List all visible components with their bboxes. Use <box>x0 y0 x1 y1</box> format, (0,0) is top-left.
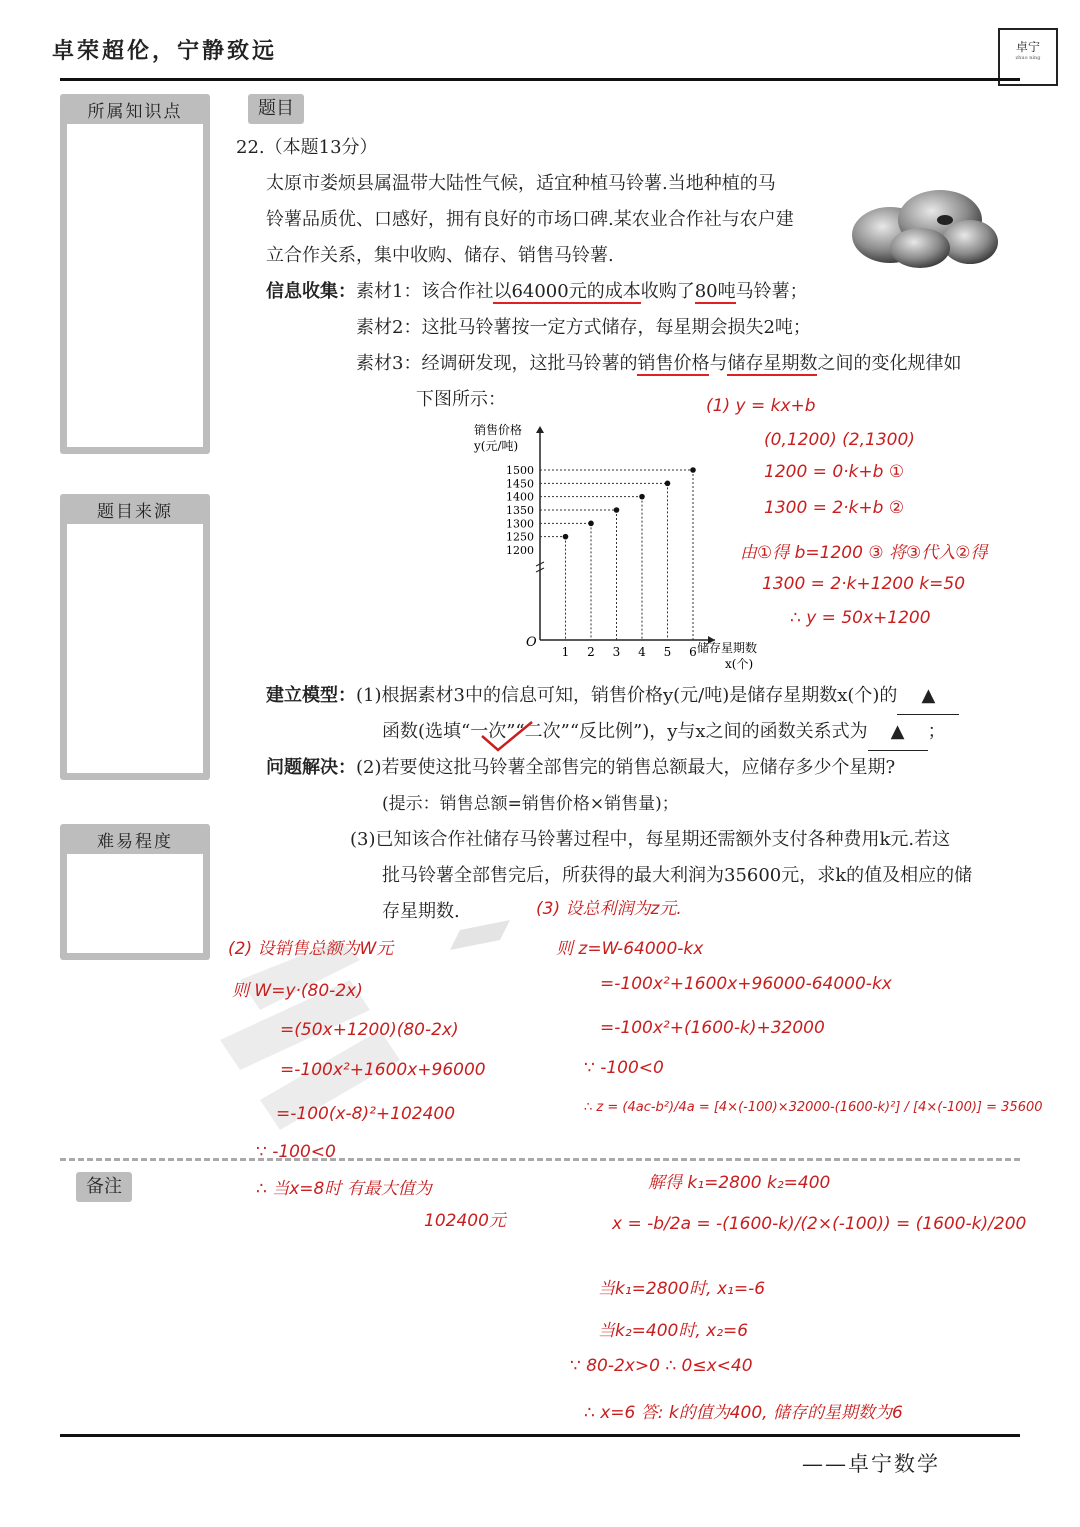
y-axis-unit: y(元/吨) <box>474 439 519 453</box>
question-3-line-1: (3)已知该合作社储存马铃薯过程中，每星期还需额外支付各种费用k元.若这 <box>350 829 951 850</box>
hw-s1-line-4: 1300 = 2·k+b ② <box>764 498 905 518</box>
question-2-hint: (提示：销售总额=销售价格×销售量)； <box>382 794 679 814</box>
y-tick-label: 1200 <box>506 544 534 557</box>
data-point <box>588 521 594 527</box>
answer-blank-1[interactable]: ▲ <box>897 678 959 715</box>
hw-s3-line-4: =-100x²+(1600-k)+32000 <box>600 1018 825 1038</box>
hw-s3-line-12: ∴ x=6 答: k的值为400, 储存的星期数为6 <box>584 1403 903 1423</box>
material-2: 素材2：这批马铃薯按一定方式储存，每星期会损失2吨； <box>356 317 811 338</box>
hw-s2-line-5: =-100(x-8)²+102400 <box>276 1104 456 1124</box>
x-axis-unit: x(个) <box>725 657 754 671</box>
q1-semi: ； <box>927 721 946 742</box>
hw-s2-line-4: =-100x²+1600x+96000 <box>280 1060 486 1080</box>
hw-s1-line-6: 1300 = 2·k+1200 k=50 <box>762 574 966 594</box>
hw-s2-line-1: (2) 设销售总额为W元 <box>228 939 394 959</box>
question-1-line-2 <box>382 714 946 751</box>
data-point <box>665 481 671 487</box>
y-axis-arrow <box>536 426 544 433</box>
footer-brand: ——卓宁数学 <box>802 1452 940 1476</box>
y-tick-label: 1300 <box>506 517 534 531</box>
knowledge-box[interactable] <box>67 124 203 447</box>
difficulty-label: 难易程度 <box>97 832 173 852</box>
q2-text: (2)若要使这批马铃薯全部售完的销售总额最大，应储存多少个星期? <box>356 757 896 778</box>
hw-s1-line-2: (0,1200) (2,1300) <box>764 430 915 450</box>
hw-s3-line-9: 当k₁=2800时, x₁=-6 <box>598 1279 766 1299</box>
y-tick-label: 1350 <box>506 504 534 517</box>
hw-s3-line-7: 解得 k₁=2800 k₂=400 <box>648 1173 831 1193</box>
y-tick-label: 1400 <box>506 490 534 504</box>
potato-image <box>850 180 1000 272</box>
material-3-cont: 下图所示： <box>416 389 506 410</box>
info-label: 信息收集： <box>266 281 356 302</box>
hw-s3-line-8: x = -b/2a = -(1600-k)/(2×(-100)) = (1600-k)/200 <box>612 1214 1027 1234</box>
answer-blank-2[interactable]: ▲ <box>868 714 928 751</box>
m3-c: 与 <box>709 353 728 374</box>
x-tick-label: 2 <box>587 645 595 659</box>
logo-sub: zhuo ning <box>1015 55 1041 61</box>
hw-s3-line-3: =-100x²+1600x+96000-64000-kx <box>600 974 892 994</box>
question-3-line-3: 存星期数. <box>382 901 460 922</box>
hw-s2-line-2: 则 W=y·(80-2x) <box>232 981 363 1001</box>
x-tick-label: 3 <box>612 645 621 659</box>
origin-label: O <box>526 635 537 650</box>
solve-label: 问题解决： <box>266 757 356 778</box>
source-box[interactable] <box>67 524 203 773</box>
hw-s3-line-2: 则 z=W-64000-kx <box>556 939 704 959</box>
source-panel <box>60 494 210 780</box>
y-axis-title: 销售价格 <box>474 423 523 437</box>
question-1-line-1 <box>266 678 959 715</box>
y-tick-label: 1500 <box>506 464 534 477</box>
hw-s2-line-8: 102400元 <box>424 1211 506 1231</box>
header-rule <box>60 78 1020 81</box>
hw-s1-line-1: (1) y = kx+b <box>706 396 816 416</box>
data-point <box>563 534 569 540</box>
m3-price: 销售价格 <box>637 353 710 374</box>
data-point <box>639 494 645 500</box>
intro-line-3: 立合作关系，集中收购、储存、销售马铃薯. <box>266 245 614 266</box>
logo-text: 卓宁 <box>1015 40 1040 54</box>
m1-tons: 80吨 <box>694 281 736 302</box>
m3-a: 素材3：经调研发现，这批马铃薯的 <box>356 353 638 374</box>
q1-a: (1)根据素材3中的信息可知，销售价格y(元/吨)是储存星期数x(个)的 <box>356 685 898 706</box>
source-label: 题目来源 <box>97 502 173 522</box>
data-point <box>614 507 620 513</box>
hw-s3-line-1: (3) 设总利润为z元. <box>536 899 682 919</box>
question-tag: 题目 <box>248 94 304 124</box>
q1-b: 函数(选填“一次”“二次”“反比例”)，y与x之间的函数关系式为 <box>382 721 868 742</box>
hw-s1-line-5: 由①得 b=1200 ③ 将③代入②得 <box>740 543 988 563</box>
y-tick-label: 1250 <box>506 530 534 544</box>
intro-line-1: 太原市娄烦县属温带大陆性气候，适宜种植马铃薯.当地种植的马 <box>266 173 776 194</box>
x-tick-label: 6 <box>689 645 697 659</box>
hw-s2-line-3: =(50x+1200)(80-2x) <box>280 1020 459 1040</box>
m3-e: 之间的变化规律如 <box>817 353 962 374</box>
notes-divider <box>60 1158 1020 1161</box>
m1-e: 马铃薯； <box>735 281 808 302</box>
question-3-line-2: 批马铃薯全部售完后，所获得的最大利润为35600元，求k的值及相应的储 <box>382 865 973 886</box>
hw-s3-line-10: 当k₂=400时, x₂=6 <box>598 1321 749 1341</box>
question-2 <box>266 750 895 786</box>
x-tick-label: 4 <box>638 645 646 659</box>
x-tick-label: 1 <box>561 645 570 659</box>
hw-s3-line-11: ∵ 80-2x>0 ∴ 0≤x<40 <box>570 1356 753 1376</box>
hw-s2-line-7: ∴ 当x=8时 有最大值为 <box>256 1179 432 1199</box>
m3-weeks: 储存星期数 <box>727 353 818 374</box>
hw-s1-line-3: 1200 = 0·k+b ① <box>764 462 905 482</box>
x-tick-label: 5 <box>663 645 672 659</box>
difficulty-box[interactable] <box>67 854 203 953</box>
m1-c: 收购了 <box>640 281 695 302</box>
data-point <box>690 467 696 473</box>
x-axis-title: 储存星期数 <box>697 641 758 655</box>
notes-tag: 备注 <box>76 1172 132 1202</box>
material-1 <box>266 274 808 310</box>
knowledge-panel <box>60 94 210 454</box>
intro-line-2: 铃薯品质优、口感好，拥有良好的市场口碑.某农业合作社与农户建 <box>266 209 794 230</box>
header-motto: 卓荣超伦，宁静致远 <box>52 38 278 64</box>
knowledge-label: 所属知识点 <box>87 102 183 122</box>
y-tick-label: 1450 <box>506 477 534 491</box>
m1-cost: 以64000元的成本 <box>493 281 641 302</box>
difficulty-panel <box>60 824 210 960</box>
material-3 <box>356 346 961 382</box>
hw-s2-line-6: ∵ -100<0 <box>256 1142 336 1162</box>
hw-s1-line-7: ∴ y = 50x+1200 <box>790 608 931 628</box>
footer-rule <box>60 1434 1020 1437</box>
checkmark-icon <box>478 718 538 754</box>
hw-s3-line-5: ∵ -100<0 <box>584 1058 664 1078</box>
hw-s3-line-6: ∴ z = (4ac-b²)/4a = [4×(-100)×32000-(1600-k)²] / [4×(-100)] = 35600 <box>584 1100 1043 1115</box>
question-number: 22.（本题13分） <box>236 137 378 158</box>
model-label: 建立模型： <box>266 685 356 706</box>
m1-a: 素材1：该合作社 <box>356 281 494 302</box>
